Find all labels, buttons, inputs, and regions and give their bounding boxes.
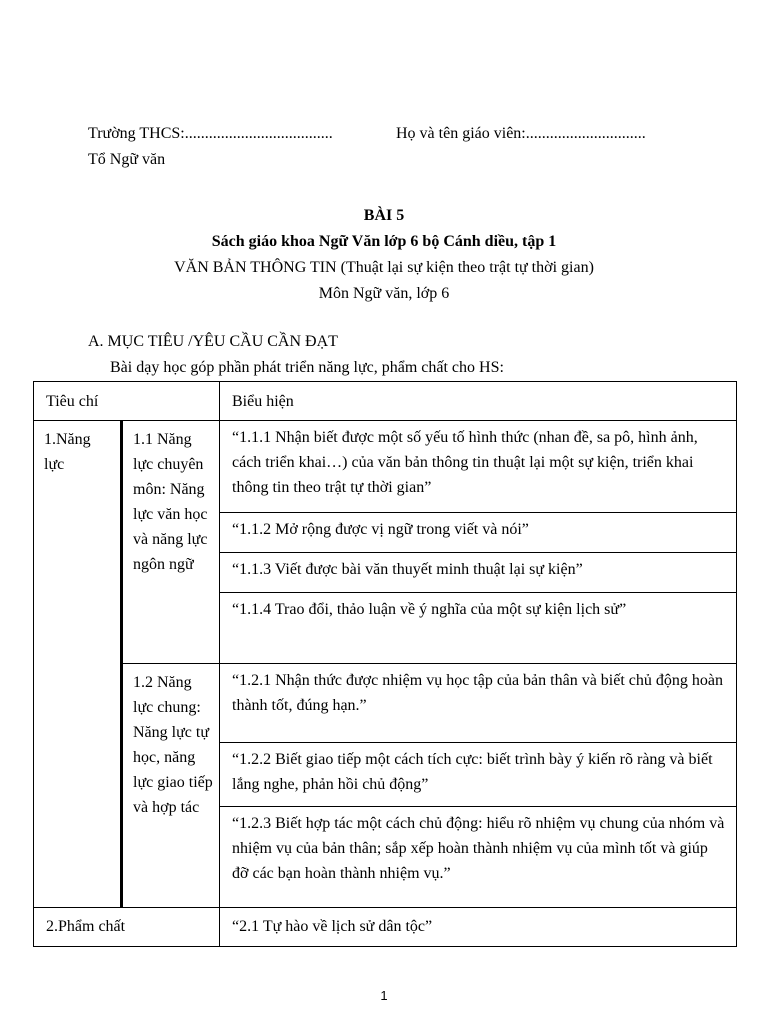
manifest-cell: [220, 743, 737, 807]
manifest-cell: [220, 513, 737, 553]
manifest-text: “1.2.2 Biết giao tiếp một cách tích cực: biết trình bày ý kiến rõ ràng và biết lắng nghe, phản hồi chủ động”: [232, 751, 713, 793]
competence-cell: [34, 421, 122, 908]
header-manifest-cell: [220, 382, 737, 421]
subject-title: Môn Ngữ văn, lớp 6: [318, 285, 450, 302]
manifest-cell: [220, 421, 737, 513]
school-field: Trường THCS:.....................................: [88, 125, 333, 142]
header-manifest: Biểu hiện: [232, 393, 294, 410]
specialized-label: 1.1 Năng lực chuyên môn: Năng lực văn học và năng lực ngôn ngữ: [133, 431, 208, 573]
general-label: 1.2 Năng lực chung: Năng lực tự học, năng lực giao tiếp và hợp tác: [133, 674, 213, 816]
manifest-cell: [220, 807, 737, 908]
manifest-text: “1.1.2 Mở rộng được vị ngữ trong viết và nói”: [232, 521, 529, 538]
section-a-heading: A. MỤC TIÊU /YÊU CẦU CẦN ĐẠT: [88, 333, 338, 350]
manifest-text: “1.2.3 Biết hợp tác một cách chủ động: hiểu rõ nhiệm vụ chung của nhóm và nhiệm vụ của bản thân; sắp xếp hoàn thành nhiệm vụ của mình tốt và giúp đỡ các bạn hoàn thành nhiệm vụ.”: [232, 815, 725, 882]
topic-title: VĂN BẢN THÔNG TIN (Thuật lại sự kiện theo trật tự thời gian): [174, 259, 594, 276]
table-row: [34, 421, 737, 513]
teacher-name-field: Họ và tên giáo viên:..............................: [396, 125, 646, 142]
objectives-table: [33, 381, 737, 947]
manifest-cell: [220, 908, 737, 947]
quality-cell: [34, 908, 220, 947]
header-criteria: Tiêu chí: [46, 393, 99, 410]
table-row: [34, 664, 737, 743]
specialized-cell: [122, 421, 220, 664]
manifest-cell: [220, 553, 737, 593]
textbook-title: Sách giáo khoa Ngữ Văn lớp 6 bộ Cánh diều, tập 1: [211, 233, 557, 250]
manifest-text: “1.1.3 Viết được bài văn thuyết minh thuật lại sự kiện”: [232, 561, 583, 578]
page-number: 1: [380, 988, 388, 1003]
competence-label: 1.Năng lực: [44, 431, 91, 473]
manifest-text: “1.1.4 Trao đổi, thảo luận về ý nghĩa của một sự kiện lịch sử”: [232, 601, 627, 618]
department-label: Tổ Ngữ văn: [88, 151, 166, 168]
table-header-row: [34, 382, 737, 421]
section-a-intro: Bài dạy học góp phần phát triển năng lực, phẩm chất cho HS:: [110, 359, 504, 376]
table-row: [34, 908, 737, 947]
general-cell: [122, 664, 220, 908]
manifest-text: “1.2.1 Nhận thức được nhiệm vụ học tập của bản thân và biết chủ động hoàn thành tốt, đúng hạn.”: [232, 672, 723, 714]
manifest-cell: [220, 664, 737, 743]
manifest-cell: [220, 593, 737, 664]
header-criteria-cell: [34, 382, 220, 421]
manifest-text: “1.1.1 Nhận biết được một số yếu tố hình thức (nhan đề, sa pô, hình ảnh, cách triển khai…) của văn bản thông tin thuật lại một sự kiện, triển khai thông tin theo trật tự thời gian”: [232, 429, 698, 496]
lesson-number: BÀI 5: [363, 207, 405, 224]
manifest-text: “2.1 Tự hào về lịch sử dân tộc”: [232, 918, 433, 935]
quality-label: 2.Phẩm chất: [46, 918, 126, 935]
